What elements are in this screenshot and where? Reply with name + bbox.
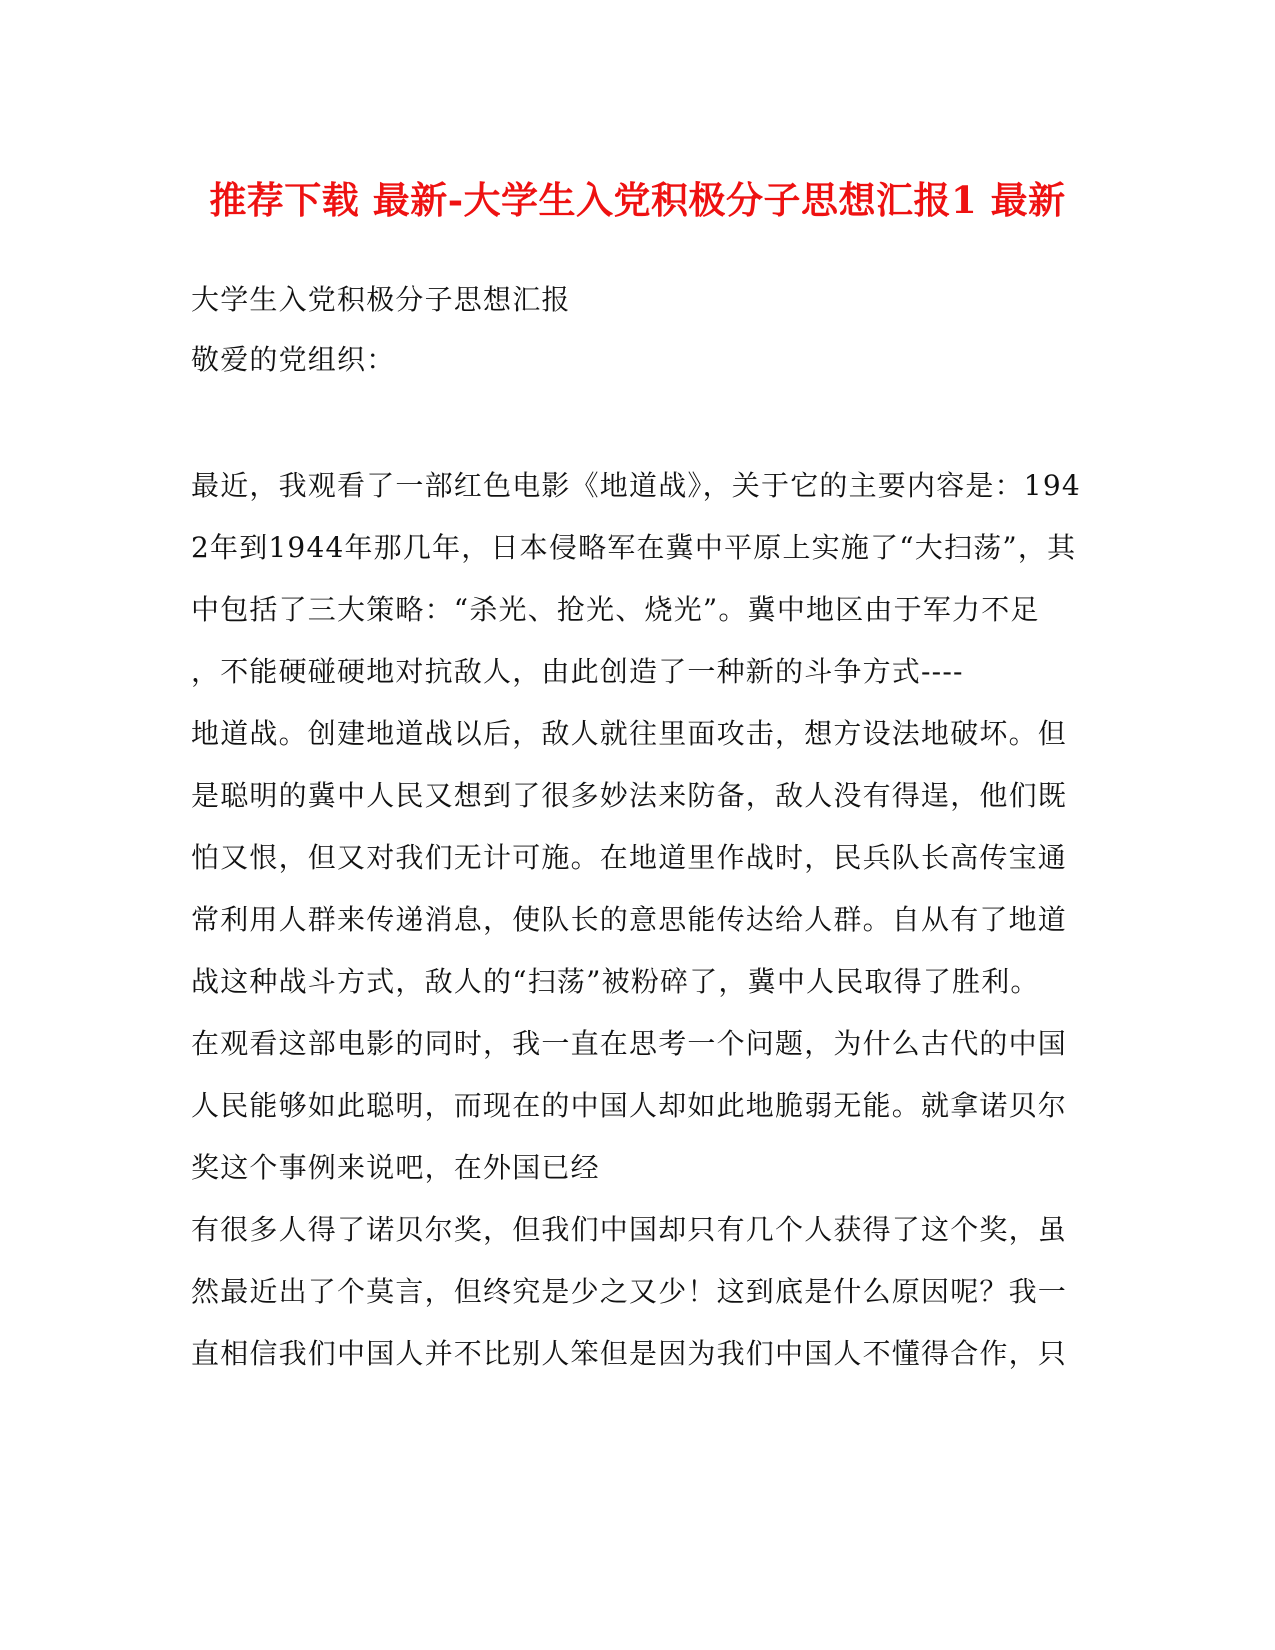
document-heading: 大学生入党积极分子思想汇报	[191, 283, 571, 316]
body-line: 人民能够如此聪明，而现在的中国人却如此地脆弱无能。就拿诺贝尔	[191, 1089, 1068, 1122]
body-line: 有很多人得了诺贝尔奖，但我们中国却只有几个人获得了这个奖，虽	[191, 1213, 1068, 1246]
body-line: 战这种战斗方式，敌人的“扫荡”被粉碎了，冀中人民取得了胜利。	[191, 965, 1040, 998]
body-line: 怕又恨，但又对我们无计可施。在地道里作战时，民兵队长高传宝通	[191, 841, 1068, 874]
body-line: 然最近出了个莫言，但终究是少之又少！这到底是什么原因呢？我一	[191, 1275, 1068, 1308]
body-line: 在观看这部电影的同时，我一直在思考一个问题，为什么古代的中国	[191, 1027, 1068, 1060]
body-line: 2年到1944年那几年，日本侵略军在冀中平原上实施了“大扫荡”，其	[191, 531, 1077, 564]
body-line: 常利用人群来传递消息，使队长的意思能传达给人群。自从有了地道	[191, 903, 1068, 936]
body-line: ，不能硬碰硬地对抗敌人，由此创造了一种新的斗争方式----	[191, 655, 964, 688]
body-line: 中包括了三大策略：“杀光、抢光、烧光”。冀中地区由于军力不足	[191, 593, 1040, 626]
body-line: 是聪明的冀中人民又想到了很多妙法来防备，敌人没有得逞，他们既	[191, 779, 1068, 812]
salutation: 敬爱的党组织：	[191, 343, 396, 376]
body-line: 直相信我们中国人并不比别人笨但是因为我们中国人不懂得合作，只	[191, 1337, 1068, 1370]
body-line: 最近，我观看了一部红色电影《地道战》，关于它的主要内容是：194	[191, 469, 1081, 502]
body-line: 地道战。创建地道战以后，敌人就往里面攻击，想方设法地破坏。但	[191, 717, 1068, 750]
document-title: 推荐下载 最新-大学生入党积极分子思想汇报1 最新	[209, 178, 1066, 222]
body-line: 奖这个事例来说吧，在外国已经	[191, 1151, 600, 1184]
